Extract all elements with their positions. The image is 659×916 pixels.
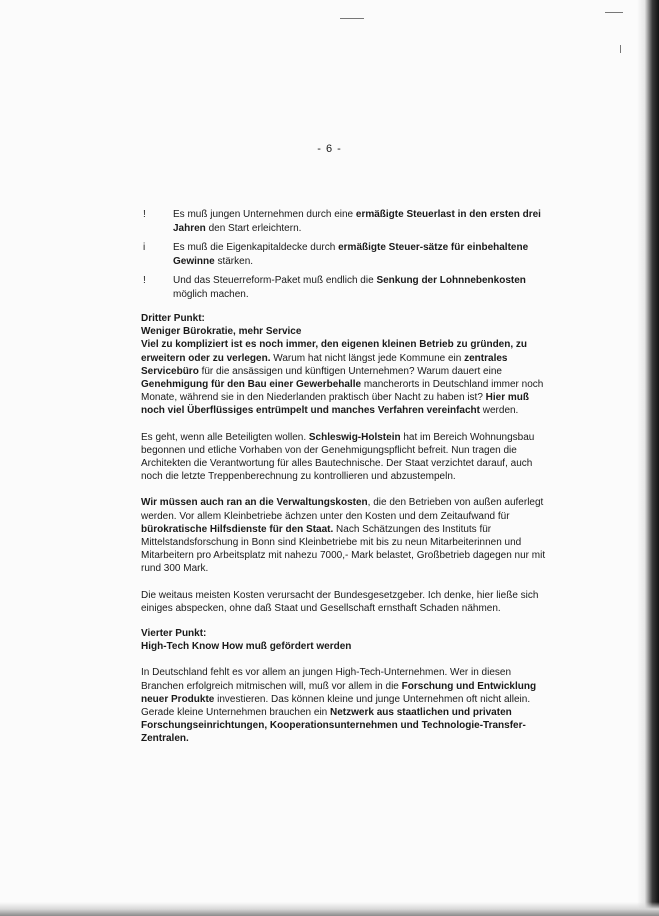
bullet-item: [143, 274, 543, 301]
bullet-text: [173, 241, 543, 268]
text-run-bold: ermäßigte Steuer-sätze für einbehaltene Gewinne: [173, 242, 529, 267]
text-run-bold: Genehmigung für den Bau einer Gewerbehalle: [141, 379, 362, 391]
text-run: den Start erleichtern.: [205, 222, 302, 234]
text-run-bold: bürokratische Hilfsdienste für den Staat.: [141, 523, 334, 535]
text-run-bold: Forschung und Entwicklung neuer Produkte: [141, 680, 537, 705]
section-title: Weniger Bürokratie, mehr Service: [141, 326, 302, 338]
bullet-text: [173, 274, 543, 301]
bullet-marker: i: [143, 242, 146, 253]
text-run: Es geht, wenn alle Beteiligten wollen.: [141, 431, 309, 443]
paragraph: [141, 589, 553, 615]
text-run: stärken.: [214, 255, 254, 267]
text-run: möglich machen.: [173, 288, 249, 300]
text-run: In Deutschland fehlt es vor allem an jungen High-Tech-Unternehmen. Wer in diesen Branchen erfolgreich mitmischen will, muß vor allem in die: [141, 667, 512, 692]
text-run-bold: zentrales Servicebüro: [141, 352, 508, 377]
text-run: werden.: [479, 405, 519, 417]
text-run-bold: ermäßigte Steuerlast in den ersten drei Jahren: [173, 209, 541, 234]
paragraph: [141, 496, 553, 575]
text-run: Die weitaus meisten Kosten verursacht der Bundesgesetzgeber. Ich denke, hier ließe sich einiges abspecken, ohne daß Staat und Gesellschaft ernsthaft Schaden nähmen.: [141, 589, 539, 614]
text-run-bold: Netzwerk aus staatlichen und privaten Forschungseinrichtungen, Kooperationsunternehmen und Technologie-Transfer-Zentralen.: [141, 707, 526, 745]
text-run: Es muß die Eigenkapitaldecke durch: [173, 242, 339, 253]
text-run: für die ansässigen und künftigen Unternehmen? Warum dauert eine: [198, 365, 502, 377]
scan-edge-right: [637, 0, 659, 916]
text-run: mancherorts in Deutschland immer noch Monate, während sie in den Niederlanden praktisch über Nacht zu haben ist?: [141, 379, 544, 404]
scan-speck: [605, 12, 623, 13]
text-run: Es muß jungen Unternehmen durch eine: [173, 209, 356, 220]
bullet-text: [173, 208, 543, 235]
paragraph: [141, 338, 553, 417]
bullet-list: [143, 208, 543, 307]
text-run-bold: Hier muß noch viel Überflüssiges entrümpelt und manches Verfahren vereinfacht: [141, 392, 529, 417]
text-run: hat im Bereich Wohnungsbau begonnen und etliche Vorhaben von der Genehmigungspflicht befreit. Nun tragen die Architekten die Verantwortung für alles Bautechnische. Der Staat verzichtet darauf, auch noch die letzte Treppenberechnung zu kontrollieren und abzustempeln.: [141, 431, 535, 483]
text-run: , die den Betrieben von außen auferlegt werden. Vor allem Kleinbetriebe ächzen unter den Kosten und dem Zeitaufwand für: [141, 497, 544, 522]
paragraph: [141, 431, 553, 484]
text-run-bold: Wir müssen auch ran an die Verwaltungskosten: [141, 497, 368, 509]
bullet-item: [143, 208, 543, 235]
bullet-marker: !: [143, 275, 146, 286]
scan-speck: [340, 18, 364, 19]
scan-edge-bottom: [0, 902, 659, 916]
text-run: Warum hat nicht längst jede Kommune ein: [270, 352, 465, 364]
section-fourth-point: [141, 627, 553, 746]
bullet-item: [143, 241, 543, 268]
paragraph: [141, 666, 553, 745]
bullet-marker: !: [143, 209, 146, 220]
section-third-point: [141, 312, 553, 615]
text-run-bold: Viel zu kompliziert ist es noch immer, den eigenen kleinen Betrieb zu gründen, zu erweitern oder zu verlegen.: [141, 339, 528, 364]
text-run: Und das Steuerreform-Paket muß endlich die: [173, 275, 377, 286]
section-label: Vierter Punkt:: [141, 628, 207, 639]
section-label: Dritter Punkt:: [141, 313, 205, 324]
scan-speck: [620, 45, 621, 53]
text-run: investieren. Das können kleine und junge Unternehmen oft nicht allein. Gerade kleine Unternehmen brauchen ein: [141, 693, 531, 719]
text-run-bold: Schleswig-Holstein: [308, 431, 401, 443]
text-run-bold: Senkung der Lohnnebenkosten: [376, 275, 526, 286]
page-number: - 6 -: [317, 143, 342, 155]
text-run: Nach Schätzungen des Instituts für Mittelstandsforschung in Bonn sind Kleinbetriebe mit bis zu neun Mitarbeiterinnen und Mitarbeitern pro Arbeitsplatz mit nahezu 7000,- Mark belastet, Großbetrieb dagegen nur mit rund 300 Mark.: [141, 523, 546, 575]
section-title: High-Tech Know How muß gefördert werden: [141, 641, 352, 653]
